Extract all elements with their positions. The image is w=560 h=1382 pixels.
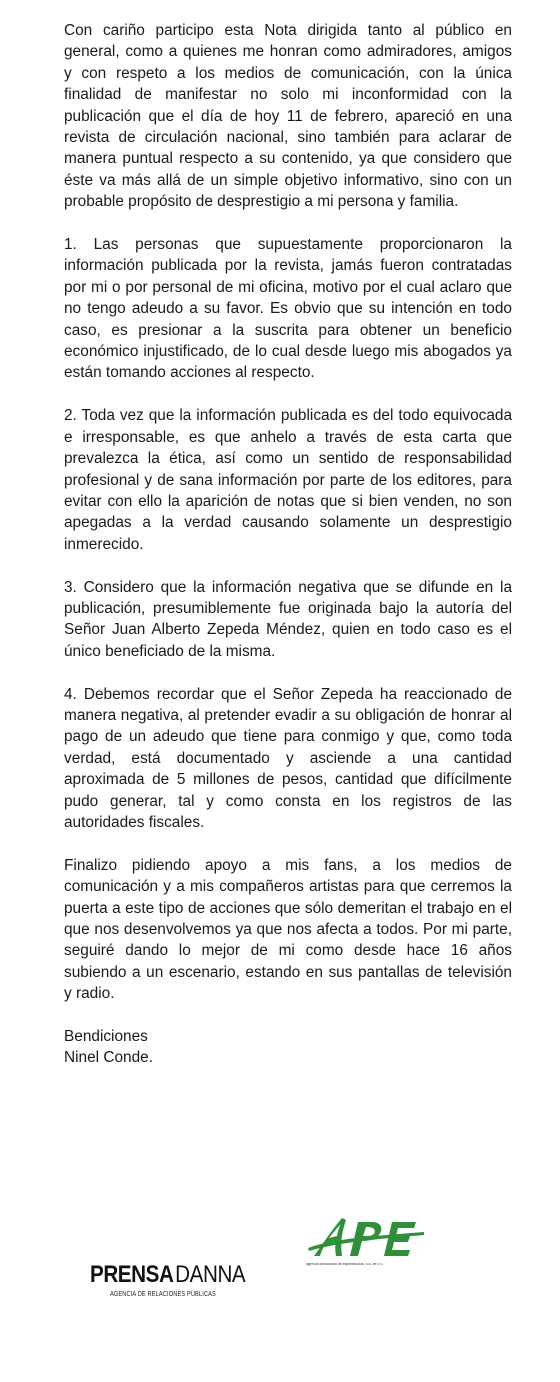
prensa-danna-wordmark — [90, 1262, 253, 1288]
closing-paragraph: Finalizo pidiendo apoyo a mis fans, a los medios de comunicación y a mis compañeros artistas para que cerremos la puerta a este tipo de acciones que sólo demeritan el trabajo en el que nos desenvolvemos ya que nos afecta a todos. Por mi parte, seguiré dando lo mejor de mi como desde hace 16 años subiendo a un escenario, estando en sus pantallas de televisión y radio. — [64, 856, 512, 1003]
ape-wordmark — [308, 1218, 424, 1256]
point-4-paragraph: 4. Debemos recordar que el Señor Zepeda ha reaccionado de manera negativa, al pretender evadir a su obligación de honrar al pago de un adeudo que tiene para conmigo y que, como toda verdad, está documentado y asciende a una cantidad aproximada de 5 millones de pesos, cantidad que difícilmente pudo generar, tal y como consta en los registros de las autoridades fiscales. — [64, 685, 512, 831]
signature: Ninel Conde. — [64, 1049, 153, 1067]
intro-paragraph: Con cariño participo esta Nota dirigida tanto al público en general, como a quienes me honran como admiradores, amigos y con respeto a los medios de comunicación, con la única finalidad de manifestar no solo mi inconformidad con la publicación que el día de hoy 11 de febrero, apareció en una revista de circulación nacional, sino también para aclarar de manera puntual respecto a su contenido, ya que considero que éste va más allá de un simple objetivo informativo, sino con un probable propósito de desprestigio a mi persona y familia. — [64, 22, 512, 211]
ape-subtitle: agencia productora de espectáculos, s.a. de c.v. — [306, 1262, 383, 1266]
point-1-paragraph: 1. Las personas que supuestamente proporcionaron la información publicada por la revista, jamás fueron contratadas por mi o por personal de mi oficina, motivo por el cual aclaro que no tengo adeudo a su favor. Es obvio que su intención en todo caso, es presionar a la suscrita para obtener un beneficio económico injustificado, de lo cual desde luego mis abogados ya están tomando acciones al respecto. — [64, 236, 512, 382]
prensa-danna-subtitle: AGENCIA DE RELACIONES PÚBLICAS — [110, 1291, 216, 1298]
press-letter — [64, 20, 512, 1069]
prensa-wordmark-bold: PRENSA — [90, 1261, 174, 1288]
danna-wordmark-light: DANNA — [175, 1261, 246, 1288]
ape-logo — [306, 1212, 436, 1272]
closing-greeting: Bendiciones — [64, 1028, 148, 1045]
ape-logo-mark — [306, 1212, 436, 1262]
point-3-paragraph: 3. Considero que la información negativa que se difunde en la publicación, presumiblemente fue originada bajo la autoría del Señor Juan Alberto Zepeda Méndez, quien en todo caso es el único beneficiado de la misma. — [64, 578, 512, 660]
prensa-danna-logo — [90, 1262, 280, 1299]
point-2-paragraph: 2. Toda vez que la información publicada es del todo equivocada e irresponsable, es que anhelo a través de esta carta que prevalezca la ética, así como un sentido de responsabilidad profesional y de sana información por parte de los editores, para evitar con ello la aparición de notas que si bien venden, no son apegadas a la verdad causando solamente un desprestigio inmerecido. — [64, 407, 512, 553]
